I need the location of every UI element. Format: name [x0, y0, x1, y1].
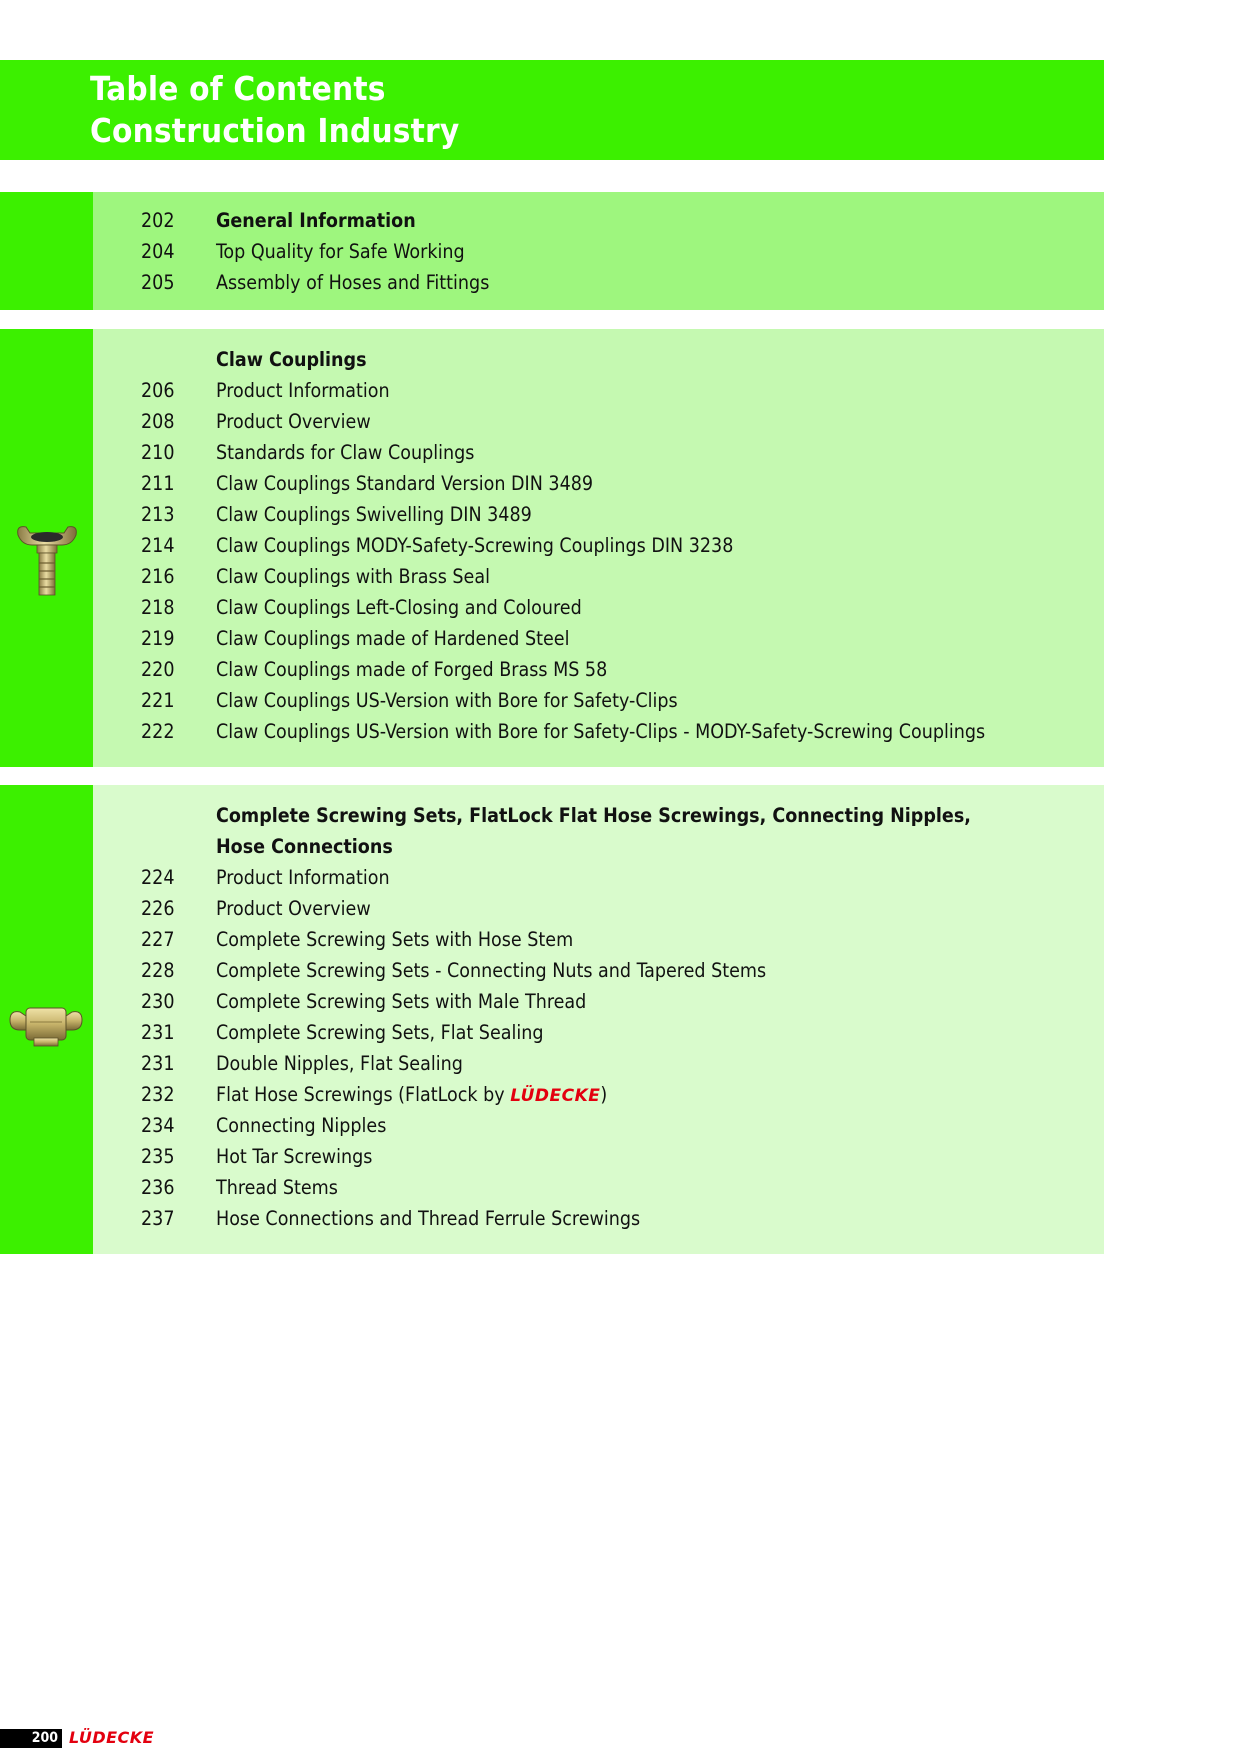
entry-title: Hose Connections and Thread Ferrule Screwings [216, 1207, 641, 1230]
entry-title: Claw Couplings Left-Closing and Coloured [216, 596, 582, 619]
page-number: 216 [141, 565, 175, 588]
footer-brand-logo: LÜDECKE [69, 1728, 155, 1747]
brand-logo: LÜDECKE [510, 1086, 601, 1106]
page-header [0, 60, 1104, 160]
page-number: 220 [141, 658, 175, 681]
section-strip [0, 785, 93, 1254]
entry-title-suffix: ) [600, 1083, 608, 1106]
entry-title: Claw Couplings made of Forged Brass MS 58 [216, 658, 608, 681]
page-number: 236 [141, 1176, 175, 1199]
entry-title [216, 1079, 607, 1112]
page-number: 221 [141, 689, 175, 712]
page-number: 206 [141, 379, 175, 402]
page-number: 218 [141, 596, 175, 619]
entry-title: Claw Couplings US-Version with Bore for Safety-Clips [216, 689, 678, 712]
screwing-set-icon [8, 1000, 84, 1050]
page-number: 232 [141, 1083, 175, 1106]
entry-title: Complete Screwing Sets - Connecting Nuts and Tapered Stems [216, 959, 767, 982]
toc-section-general [0, 192, 1104, 310]
entry-title: Complete Screwing Sets with Hose Stem [216, 928, 574, 951]
page-number: 204 [141, 240, 175, 263]
section-heading: Claw Couplings [216, 348, 367, 371]
page-number-text: 200 [31, 1730, 58, 1746]
page-number: 227 [141, 928, 175, 951]
entry-title: Claw Couplings Standard Version DIN 3489 [216, 472, 594, 495]
entry-title: Product Overview [216, 897, 371, 920]
page-number: 214 [141, 534, 175, 557]
page-number: 237 [141, 1207, 175, 1230]
toc-section-claw-couplings [0, 329, 1104, 767]
entry-title: Standards for Claw Couplings [216, 441, 475, 464]
page-number: 211 [141, 472, 175, 495]
page-number: 219 [141, 627, 175, 650]
entry-title: Claw Couplings with Brass Seal [216, 565, 490, 588]
section-strip [0, 329, 93, 767]
section-body [93, 785, 1104, 1254]
page-number: 210 [141, 441, 175, 464]
entry-title: Double Nipples, Flat Sealing [216, 1052, 463, 1075]
toc-section-screwing-sets [0, 785, 1104, 1254]
entry-title: Product Information [216, 866, 390, 889]
entry-title: Thread Stems [216, 1176, 338, 1199]
page-number: 205 [141, 271, 175, 294]
section-heading: Complete Screwing Sets, FlatLock Flat Hose Screwings, Connecting Nipples, [216, 804, 971, 827]
page-number: 222 [141, 720, 175, 743]
page-number: 226 [141, 897, 175, 920]
entry-title: Product Overview [216, 410, 371, 433]
entry-title: Hot Tar Screwings [216, 1145, 373, 1168]
header-title: Table of Contents [90, 69, 386, 108]
entry-title: Claw Couplings made of Hardened Steel [216, 627, 570, 650]
section-strip [0, 192, 93, 310]
entry-title: Claw Couplings US-Version with Bore for Safety-Clips - MODY-Safety-Screwing Couplings [216, 720, 986, 743]
entry-title: General Information [216, 209, 416, 232]
claw-coupling-icon [14, 523, 80, 599]
page-number: 224 [141, 866, 175, 889]
page-number: 202 [141, 209, 175, 232]
page-number: 231 [141, 1021, 175, 1044]
page-number: 235 [141, 1145, 175, 1168]
page-number: 230 [141, 990, 175, 1013]
entry-title-prefix: Flat Hose Screwings (FlatLock by [216, 1083, 511, 1106]
entry-title: Claw Couplings MODY-Safety-Screwing Couplings DIN 3238 [216, 534, 734, 557]
header-subtitle: Construction Industry [90, 111, 460, 150]
entry-title: Assembly of Hoses and Fittings [216, 271, 490, 294]
page-number: 208 [141, 410, 175, 433]
page-number: 231 [141, 1052, 175, 1075]
entry-title: Connecting Nipples [216, 1114, 387, 1137]
page-number: 228 [141, 959, 175, 982]
footer-page-number [0, 1729, 62, 1748]
section-heading-continued: Hose Connections [216, 835, 393, 858]
entry-title: Complete Screwing Sets, Flat Sealing [216, 1021, 544, 1044]
entry-title: Top Quality for Safe Working [216, 240, 465, 263]
page-number: 234 [141, 1114, 175, 1137]
section-body [93, 192, 1104, 310]
section-body [93, 329, 1104, 767]
entry-title: Claw Couplings Swivelling DIN 3489 [216, 503, 532, 526]
entry-title: Complete Screwing Sets with Male Thread [216, 990, 587, 1013]
entry-title: Product Information [216, 379, 390, 402]
page-number: 213 [141, 503, 175, 526]
